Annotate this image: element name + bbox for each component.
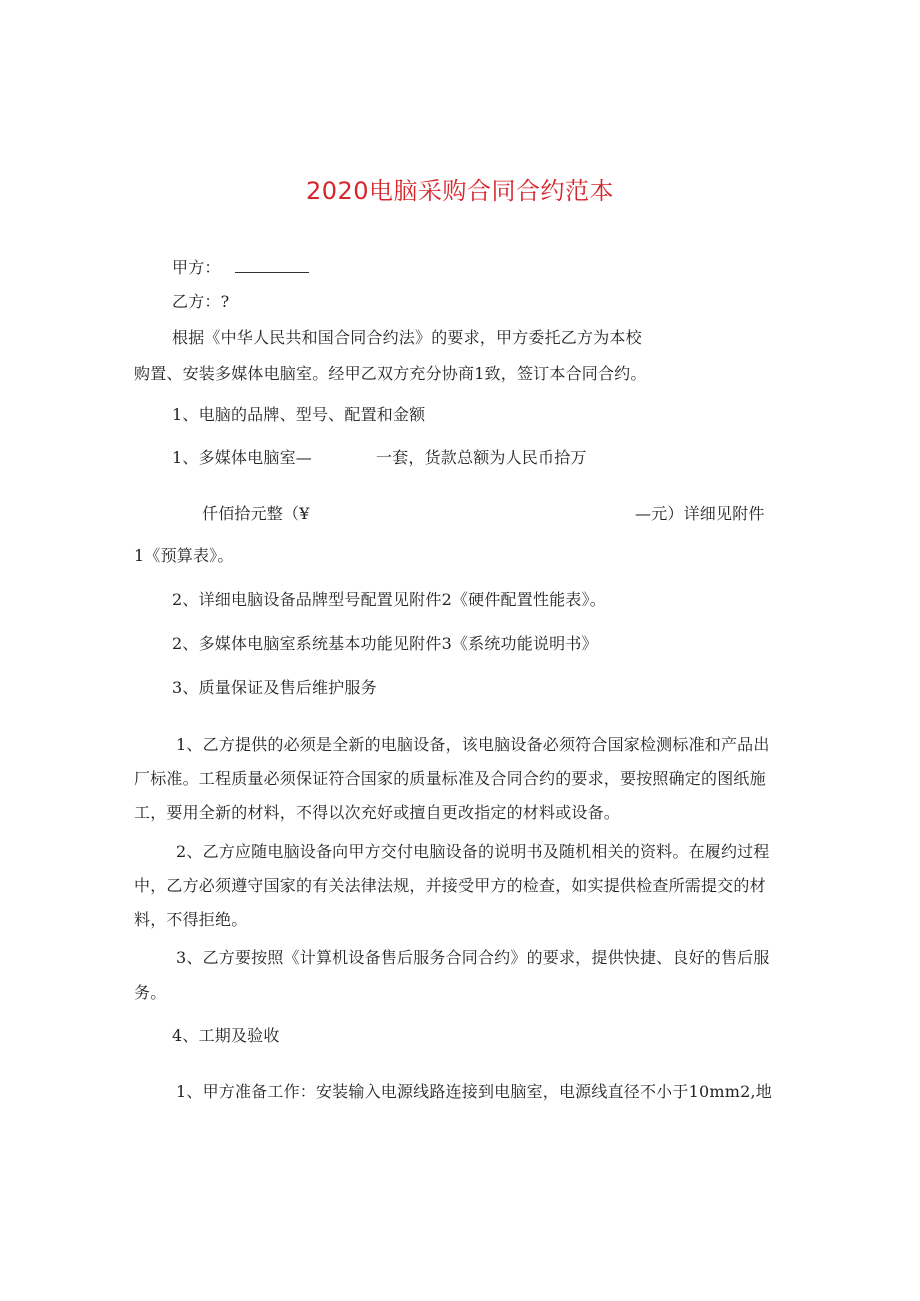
party-b-line: 乙方：? [172, 292, 230, 311]
s3-p2-line-1: 2、乙方应随电脑设备向甲方交付电脑设备的说明书及随机相关的资料。在履约过程 [176, 842, 770, 861]
intro-line-2: 购置、安装多媒体电脑室。经甲乙双方充分协商1致，签订本合同合约。 [134, 364, 647, 383]
section-4-heading: 4、工期及验收 [172, 1026, 280, 1045]
s1-item1-part-a: 1、多媒体电脑室— [172, 448, 312, 467]
section-1-heading: 1、电脑的品牌、型号、配置和金额 [172, 405, 426, 424]
s1-item1-part-d: —元）详细见附件 [635, 504, 765, 523]
s3-p1-line-1: 1、乙方提供的必须是全新的电脑设备，该电脑设备必须符合国家检测标准和产品出 [176, 735, 770, 754]
party-a-label: 甲方： [172, 258, 221, 277]
s3-p2-line-3: 料，不得拒绝。 [134, 910, 248, 929]
s3-p1-line-3: 工，要用全新的材料，不得以次充好或擅自更改指定的材料或设备。 [134, 803, 621, 822]
s1-item1-part-c: 仟佰拾元整（¥ [202, 504, 310, 523]
s3-p2-line-2: 中，乙方必须遵守国家的有关法律法规，并接受甲方的检查，如实提供检查所需提交的材 [134, 876, 766, 895]
intro-line-1: 根据《中华人民共和国合同合约法》的要求，甲方委托乙方为本校 [172, 328, 642, 347]
s3-p3-line-1: 3、乙方要按照《计算机设备售后服务合同合约》的要求，提供快捷、良好的售后服 [176, 948, 770, 967]
s4-p1-line-1: 1、甲方准备工作：安装输入电源线路连接到电脑室，电源线直径不小于10mm2,地 [176, 1082, 772, 1101]
s3-p1-line-2: 厂标准。工程质量必须保证符合国家的质量标准及合同合约的要求，要按照确定的图纸施 [134, 769, 766, 788]
s1-item1-part-b: 一套，货款总额为人民币拾万 [376, 448, 587, 467]
party-a-line [172, 258, 309, 278]
s1-item2: 2、详细电脑设备品牌型号配置见附件2《硬件配置性能表》。 [172, 590, 606, 609]
s1-item1-part-e: 1《预算表》。 [134, 546, 234, 565]
section-3-heading: 3、质量保证及售后维护服务 [172, 678, 377, 697]
section-2-heading: 2、多媒体电脑室系统基本功能见附件3《系统功能说明书》 [172, 634, 598, 653]
party-a-blank [235, 258, 309, 273]
s3-p3-line-2: 务。 [134, 983, 167, 1002]
page-title: 2020电脑采购合同合约范本 [305, 177, 615, 205]
